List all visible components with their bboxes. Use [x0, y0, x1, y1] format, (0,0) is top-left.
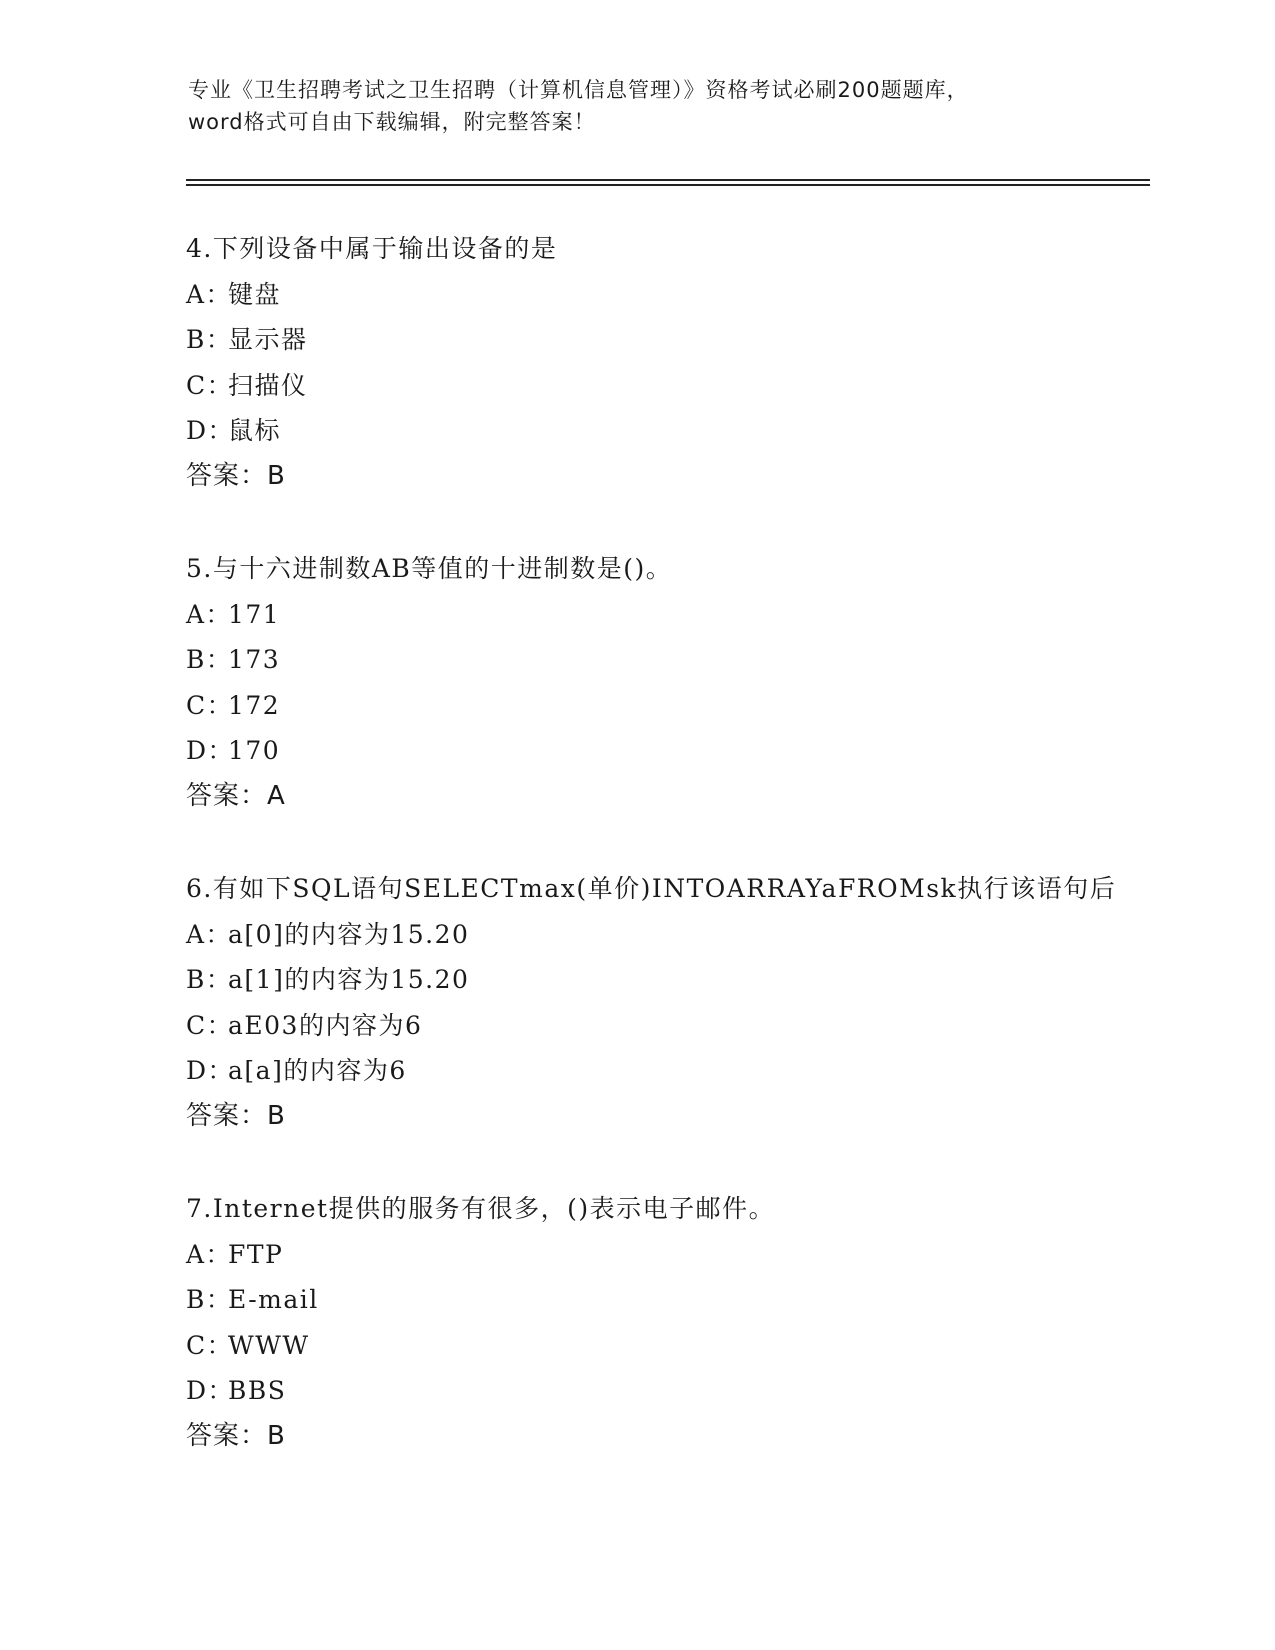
option-key: A：	[186, 919, 233, 949]
option-key: C：	[186, 1010, 234, 1040]
option-text: 键盘	[228, 279, 282, 309]
option-d	[186, 1368, 1166, 1414]
option-key: B：	[186, 1285, 233, 1314]
option-key: C：	[186, 690, 234, 720]
answer-line: 答案：B	[186, 1100, 286, 1131]
question-stem: 4.下列设备中属于输出设备的是	[186, 234, 558, 263]
option-d	[186, 1048, 1166, 1094]
question-block	[186, 546, 1166, 819]
answer-line: 答案：B	[186, 460, 286, 491]
option-c	[186, 683, 1166, 729]
option-key: D：	[186, 1056, 235, 1085]
option-key: A：	[186, 279, 233, 309]
option-text: aE03的内容为6	[228, 1010, 423, 1040]
option-b	[186, 1277, 1166, 1323]
option-key: D：	[186, 1376, 235, 1405]
option-text: 显示器	[228, 325, 308, 354]
option-key: B：	[186, 965, 233, 994]
question-stem: 6.有如下SQL语句SELECTmax(单价)INTOARRAYaFROMsk执行该语句后	[186, 874, 1117, 903]
option-a	[186, 272, 1166, 318]
option-key: A：	[186, 599, 233, 629]
option-text: 173	[228, 645, 281, 674]
option-text: 170	[228, 736, 281, 765]
option-text: a[1]的内容为15.20	[228, 965, 470, 994]
option-text: BBS	[228, 1376, 287, 1405]
option-d	[186, 728, 1166, 774]
option-text: FTP	[228, 1239, 284, 1269]
question-block	[186, 1186, 1166, 1459]
answer-line: 答案：A	[186, 780, 286, 811]
question-block	[186, 866, 1166, 1139]
option-a	[186, 592, 1166, 638]
option-a	[186, 912, 1166, 958]
option-text: 172	[228, 690, 281, 720]
option-c	[186, 1003, 1166, 1049]
option-key: C：	[186, 370, 234, 400]
option-c	[186, 1323, 1166, 1369]
question-block	[186, 226, 1166, 499]
option-text: 扫描仪	[228, 370, 308, 400]
option-a	[186, 1232, 1166, 1278]
header-line-1: 专业《卫生招聘考试之卫生招聘（计算机信息管理）》资格考试必刷200题题库，	[188, 78, 969, 102]
header-divider-bottom	[186, 184, 1150, 186]
option-b	[186, 637, 1166, 683]
option-text: 鼠标	[228, 416, 282, 445]
option-key: A：	[186, 1239, 233, 1269]
header-divider-top	[186, 179, 1150, 181]
option-key: C：	[186, 1330, 234, 1360]
option-key: D：	[186, 416, 235, 445]
document-header	[188, 74, 1088, 138]
option-key: B：	[186, 325, 233, 354]
option-text: WWW	[228, 1330, 310, 1360]
option-text: a[a]的内容为6	[228, 1056, 407, 1085]
option-b	[186, 317, 1166, 363]
option-text: 171	[228, 599, 281, 629]
answer-line: 答案：B	[186, 1420, 286, 1451]
option-d	[186, 408, 1166, 454]
header-line-2: word格式可自由下载编辑，附完整答案！	[188, 110, 596, 134]
option-text: a[0]的内容为15.20	[228, 919, 470, 949]
option-key: D：	[186, 736, 235, 765]
option-b	[186, 957, 1166, 1003]
option-key: B：	[186, 645, 233, 674]
question-stem: 7.Internet提供的服务有很多，()表示电子邮件。	[186, 1194, 776, 1223]
option-text: E-mail	[228, 1285, 319, 1314]
option-c	[186, 363, 1166, 409]
question-stem: 5.与十六进制数AB等值的十进制数是()。	[186, 554, 673, 583]
